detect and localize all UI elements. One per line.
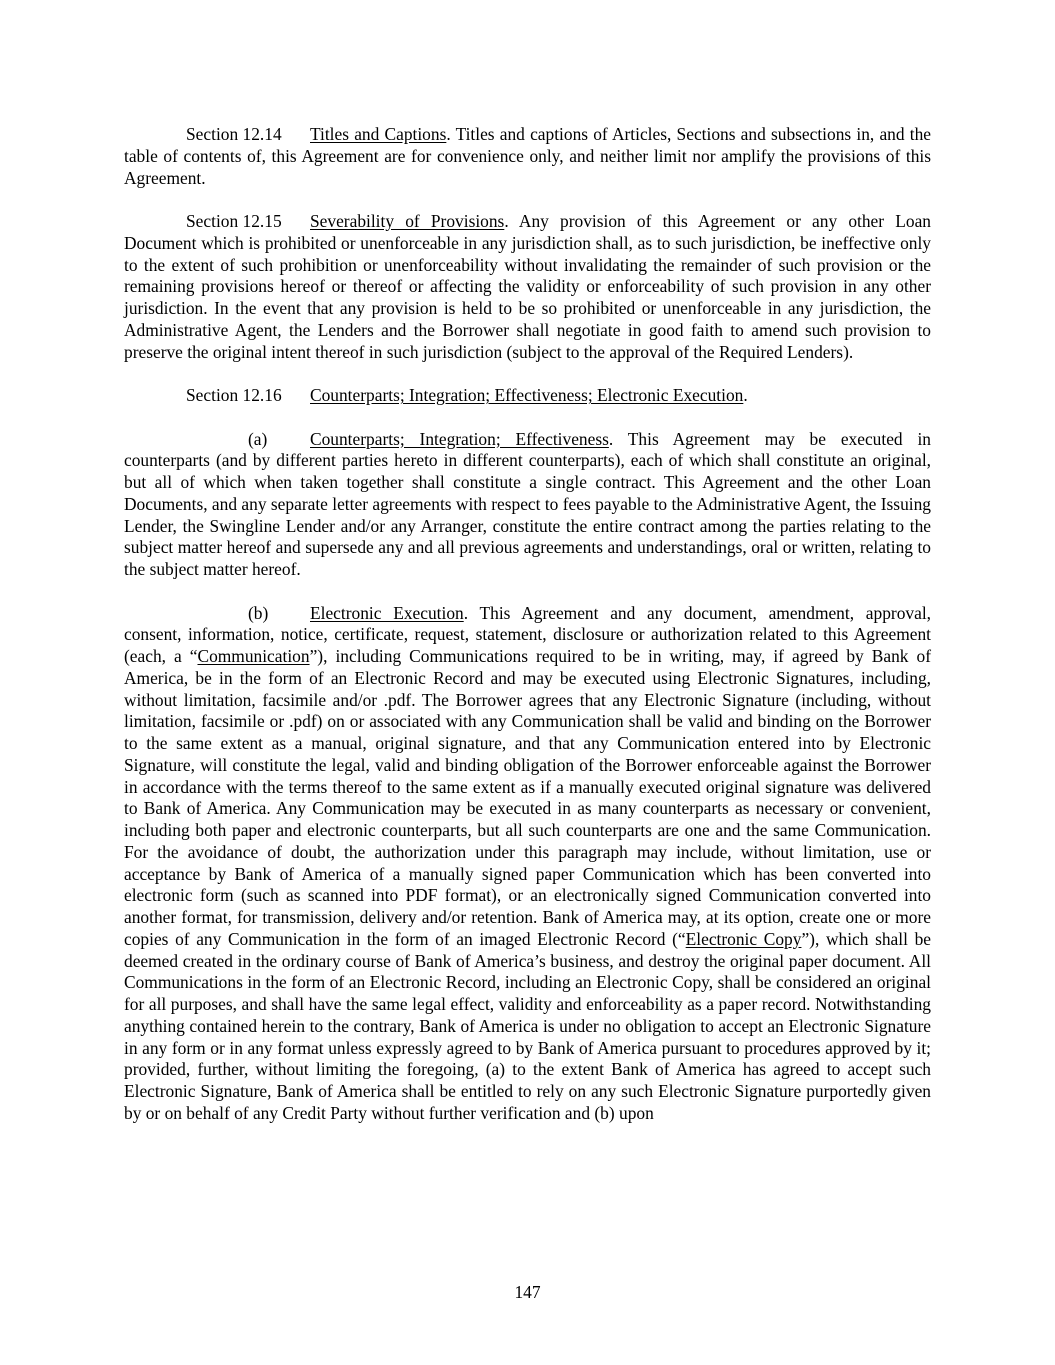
subsection-heading: Counterparts; Integration; Effectiveness: [310, 428, 609, 449]
section-body: . Titles and captions of Articles, Sections and subsections in, and the table of contents of, this Agreement are for convenience only, and neither limit nor amplify the provisions of this Agreement.: [124, 124, 931, 188]
section-number: Section 12.14: [186, 124, 282, 144]
subsection-body-part-3: ”), which shall be deemed created in the ordinary course of Bank of America’s business, and destroy the original paper document. All Communications in the form of an Electronic Record, including an Electronic Copy, shall be considered an original for all purposes, and shall have the same legal effect, validity and enforceability as a paper record. Notwithstanding anything contained herein to the contrary, Bank of America is under no obligation to accept an Electronic Signature in any form or in any format unless expressly agreed to by Bank of America pursuant to procedures approved by it; provided, further, without limiting the foregoing, (a) to the extent Bank of America has agreed to accept such Electronic Signature, Bank of America shall be entitled to rely on any such Electronic Signature purportedly given by or on behalf of any Credit Party without further verification and (b) upon: [124, 928, 931, 1123]
subsection-body: . This Agreement may be executed in counterparts (and by different parties hereto in different counterparts), each of which shall constitute an original, but all of which when taken together shall constitute a single contract. This Agreement and the other Loan Documents, and any separate letter agreements with respect to fees payable to the Administrative Agent, the Issuing Lender, the Swingline Lender and/or any Arranger, constitute the entire contract among the parties relating to the subject matter hereof and supersede any and all previous agreements and understandings, oral or written, relating to the subject matter hereof.: [124, 428, 932, 579]
section-heading: Titles and Captions: [310, 124, 447, 144]
subsection-label: (a): [248, 428, 268, 449]
section-12-16: [124, 385, 931, 407]
section-body: . Any provision of this Agreement or any other Loan Document which is prohibited or unenforceable in any jurisdiction shall, as to such jurisdiction, be ineffective only to the extent of such prohibition or unenforceability without invalidating the remainder of such provision or the remaining provisions hereof or thereof or affecting the validity or enforceability of such provision in any other jurisdiction. In the event that any provision is held to be so prohibited or unenforceable in any jurisdiction, the Administrative Agent, the Lenders and the Borrower shall negotiate in good faith to amend such provision to preserve the original intent thereof in such jurisdiction (subject to the approval of the Required Lenders).: [124, 211, 931, 362]
defined-term-electronic-copy: Electronic Copy: [685, 928, 802, 949]
section-heading-tail: .: [743, 385, 748, 405]
document-body: [124, 124, 931, 1146]
subsection-b: [124, 603, 931, 1125]
subsection-label: (b): [248, 602, 269, 623]
section-heading: Counterparts; Integration; Effectiveness; Electronic Execution: [310, 385, 744, 405]
subsection-body-part-2: ”), including Communications required to be in writing, may, if agreed by Bank of America, be in the form of an Electronic Record and may be executed using Electronic Signatures, including, without limitation, facsimile and/or .pdf. The Borrower agrees that any Electronic Signature (including, without limitation, facsimile or .pdf) on or associated with any Communication shall be valid and binding on the Borrower to the same extent as a manual, original signature, and that any Communication entered into by Electronic Signature, will constitute the legal, valid and binding obligation of the Borrower enforceable against the Borrower in accordance with the terms thereof to the same extent as if a manually executed original signature was delivered to Bank of America. Any Communication may be executed in as many counterparts as necessary or convenient, including both paper and electronic counterparts, but all such counterparts are one and the same Communication. For the avoidance of doubt, the authorization under this paragraph may include, without limitation, use or acceptance by Bank of America of a manually signed paper Communication which has been converted into electronic form (such as scanned into PDF format), or an electronically signed Communication converted into another format, for transmission, delivery and/or retention. Bank of America may, at its option, create one or more copies of any Communication in the form of an imaged Electronic Record (“: [124, 646, 931, 949]
subsection-heading: Electronic Execution: [310, 602, 464, 623]
subsection-body-part-1: . This Agreement and any document, amendment, approval, consent, information, notice, certificate, request, statement, disclosure or authorization related to this Agreement (each, a “: [124, 602, 931, 666]
section-heading: Severability of Provisions: [310, 211, 505, 231]
section-12-14: [124, 124, 931, 189]
section-12-15: [124, 211, 931, 363]
section-number: Section 12.16: [186, 385, 282, 405]
page-number: 147: [514, 1282, 541, 1302]
section-number: Section 12.15: [186, 211, 282, 231]
defined-term-communication: Communication: [197, 646, 310, 666]
subsection-a: [124, 429, 931, 581]
